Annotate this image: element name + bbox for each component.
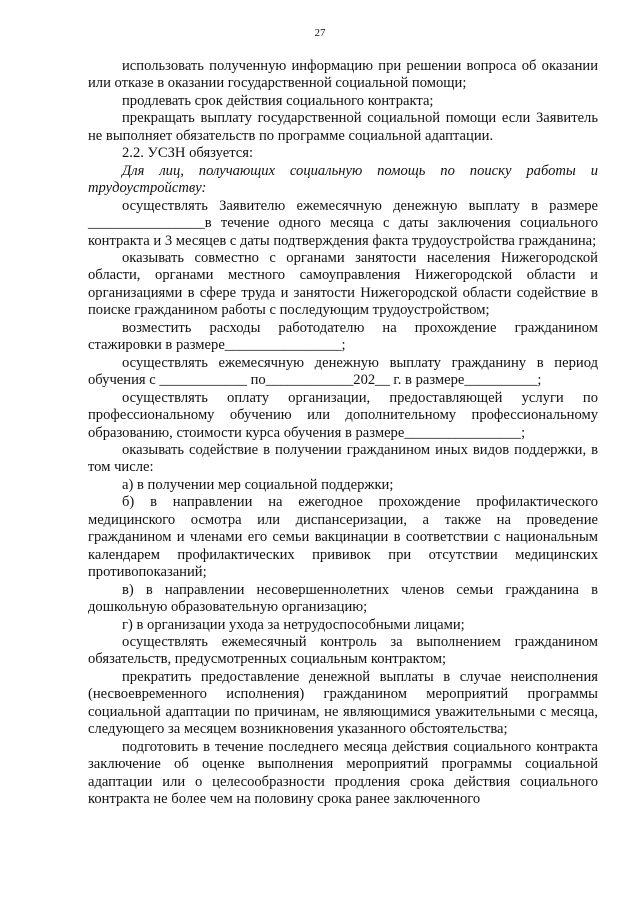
paragraph: продлевать срок действия социального контракта; — [122, 92, 434, 109]
paragraph: возместить расходы работодателю на прохождение гражданином стажировки в размере________________; — [88, 319, 598, 354]
paragraph: оказывать совместно с органами занятости населения Нижегородской области, органами местного самоуправления Нижегородской области и организациями в сфере труда и занятости Нижегородской области содействие в поиске гражданином работы с последующим трудоустройством; — [88, 249, 598, 319]
list-item: б) в направлении на ежегодное прохождение профилактического медицинского осмотра или диспансеризации, а также на проведение гражданином и членами его семьи вакцинации в соответствии с национальным календарем профилактических прививок при отсутствии медицинских противопоказаний; — [88, 494, 598, 581]
list-item: а) в получении мер социальной поддержки; — [122, 476, 394, 493]
list-item: в) в направлении несовершеннолетних членов семьи гражданина в дошкольную образовательную организацию; — [88, 581, 598, 616]
paragraph: прекращать выплату государственной социальной помощи если Заявитель не выполняет обязательств по программе социальной адаптации. — [88, 110, 598, 144]
paragraph: осуществлять ежемесячную денежную выплату гражданину в период обучения с ____________ по____________202__ г. в размере__________; — [88, 354, 598, 389]
paragraph: использовать полученную информацию при решении вопроса об оказании или отказе в оказании государственной социальной помощи; — [88, 58, 598, 92]
subsection-heading: Для лиц, получающих социальную помощь по поиску работы и трудоустройству: — [88, 162, 598, 197]
paragraph: осуществлять Заявителю ежемесячную денежную выплату в размере ________________в течение одного месяца с даты заключения социального контракта и 3 месяцев с даты подтверждения факта трудоустройства гражданина; — [88, 197, 598, 249]
paragraph: подготовить в течение последнего месяца действия социального контракта заключение об оценке выполнения мероприятий программы социальной адаптации или о целесообразности продления срока действия социального контракта не более чем на половину срока ранее заключенного — [88, 738, 598, 808]
section-heading: 2.2. УСЗН обязуется: — [122, 145, 254, 162]
paragraph: прекратить предоставление денежной выплаты в случае неисполнения (несвоевременного исполнения) гражданином мероприятий программы социальной адаптации по причинам, не являющимися уважительными с месяца, следующего за месяцем возникновения указанного обстоятельства; — [88, 668, 598, 738]
page-number: 27 — [314, 27, 326, 39]
document-body — [88, 58, 598, 808]
list-item: г) в организации ухода за нетрудоспособными лицами; — [122, 616, 465, 633]
paragraph: осуществлять ежемесячный контроль за выполнением гражданином обязательств, предусмотренных социальным контрактом; — [88, 633, 598, 668]
paragraph: оказывать содействие в получении гражданином иных видов поддержки, в том числе: — [88, 441, 598, 476]
paragraph: осуществлять оплату организации, предоставляющей услуги по профессиональному обучению или дополнительному профессиональному образованию, стоимости курса обучения в размере________________; — [88, 389, 598, 441]
